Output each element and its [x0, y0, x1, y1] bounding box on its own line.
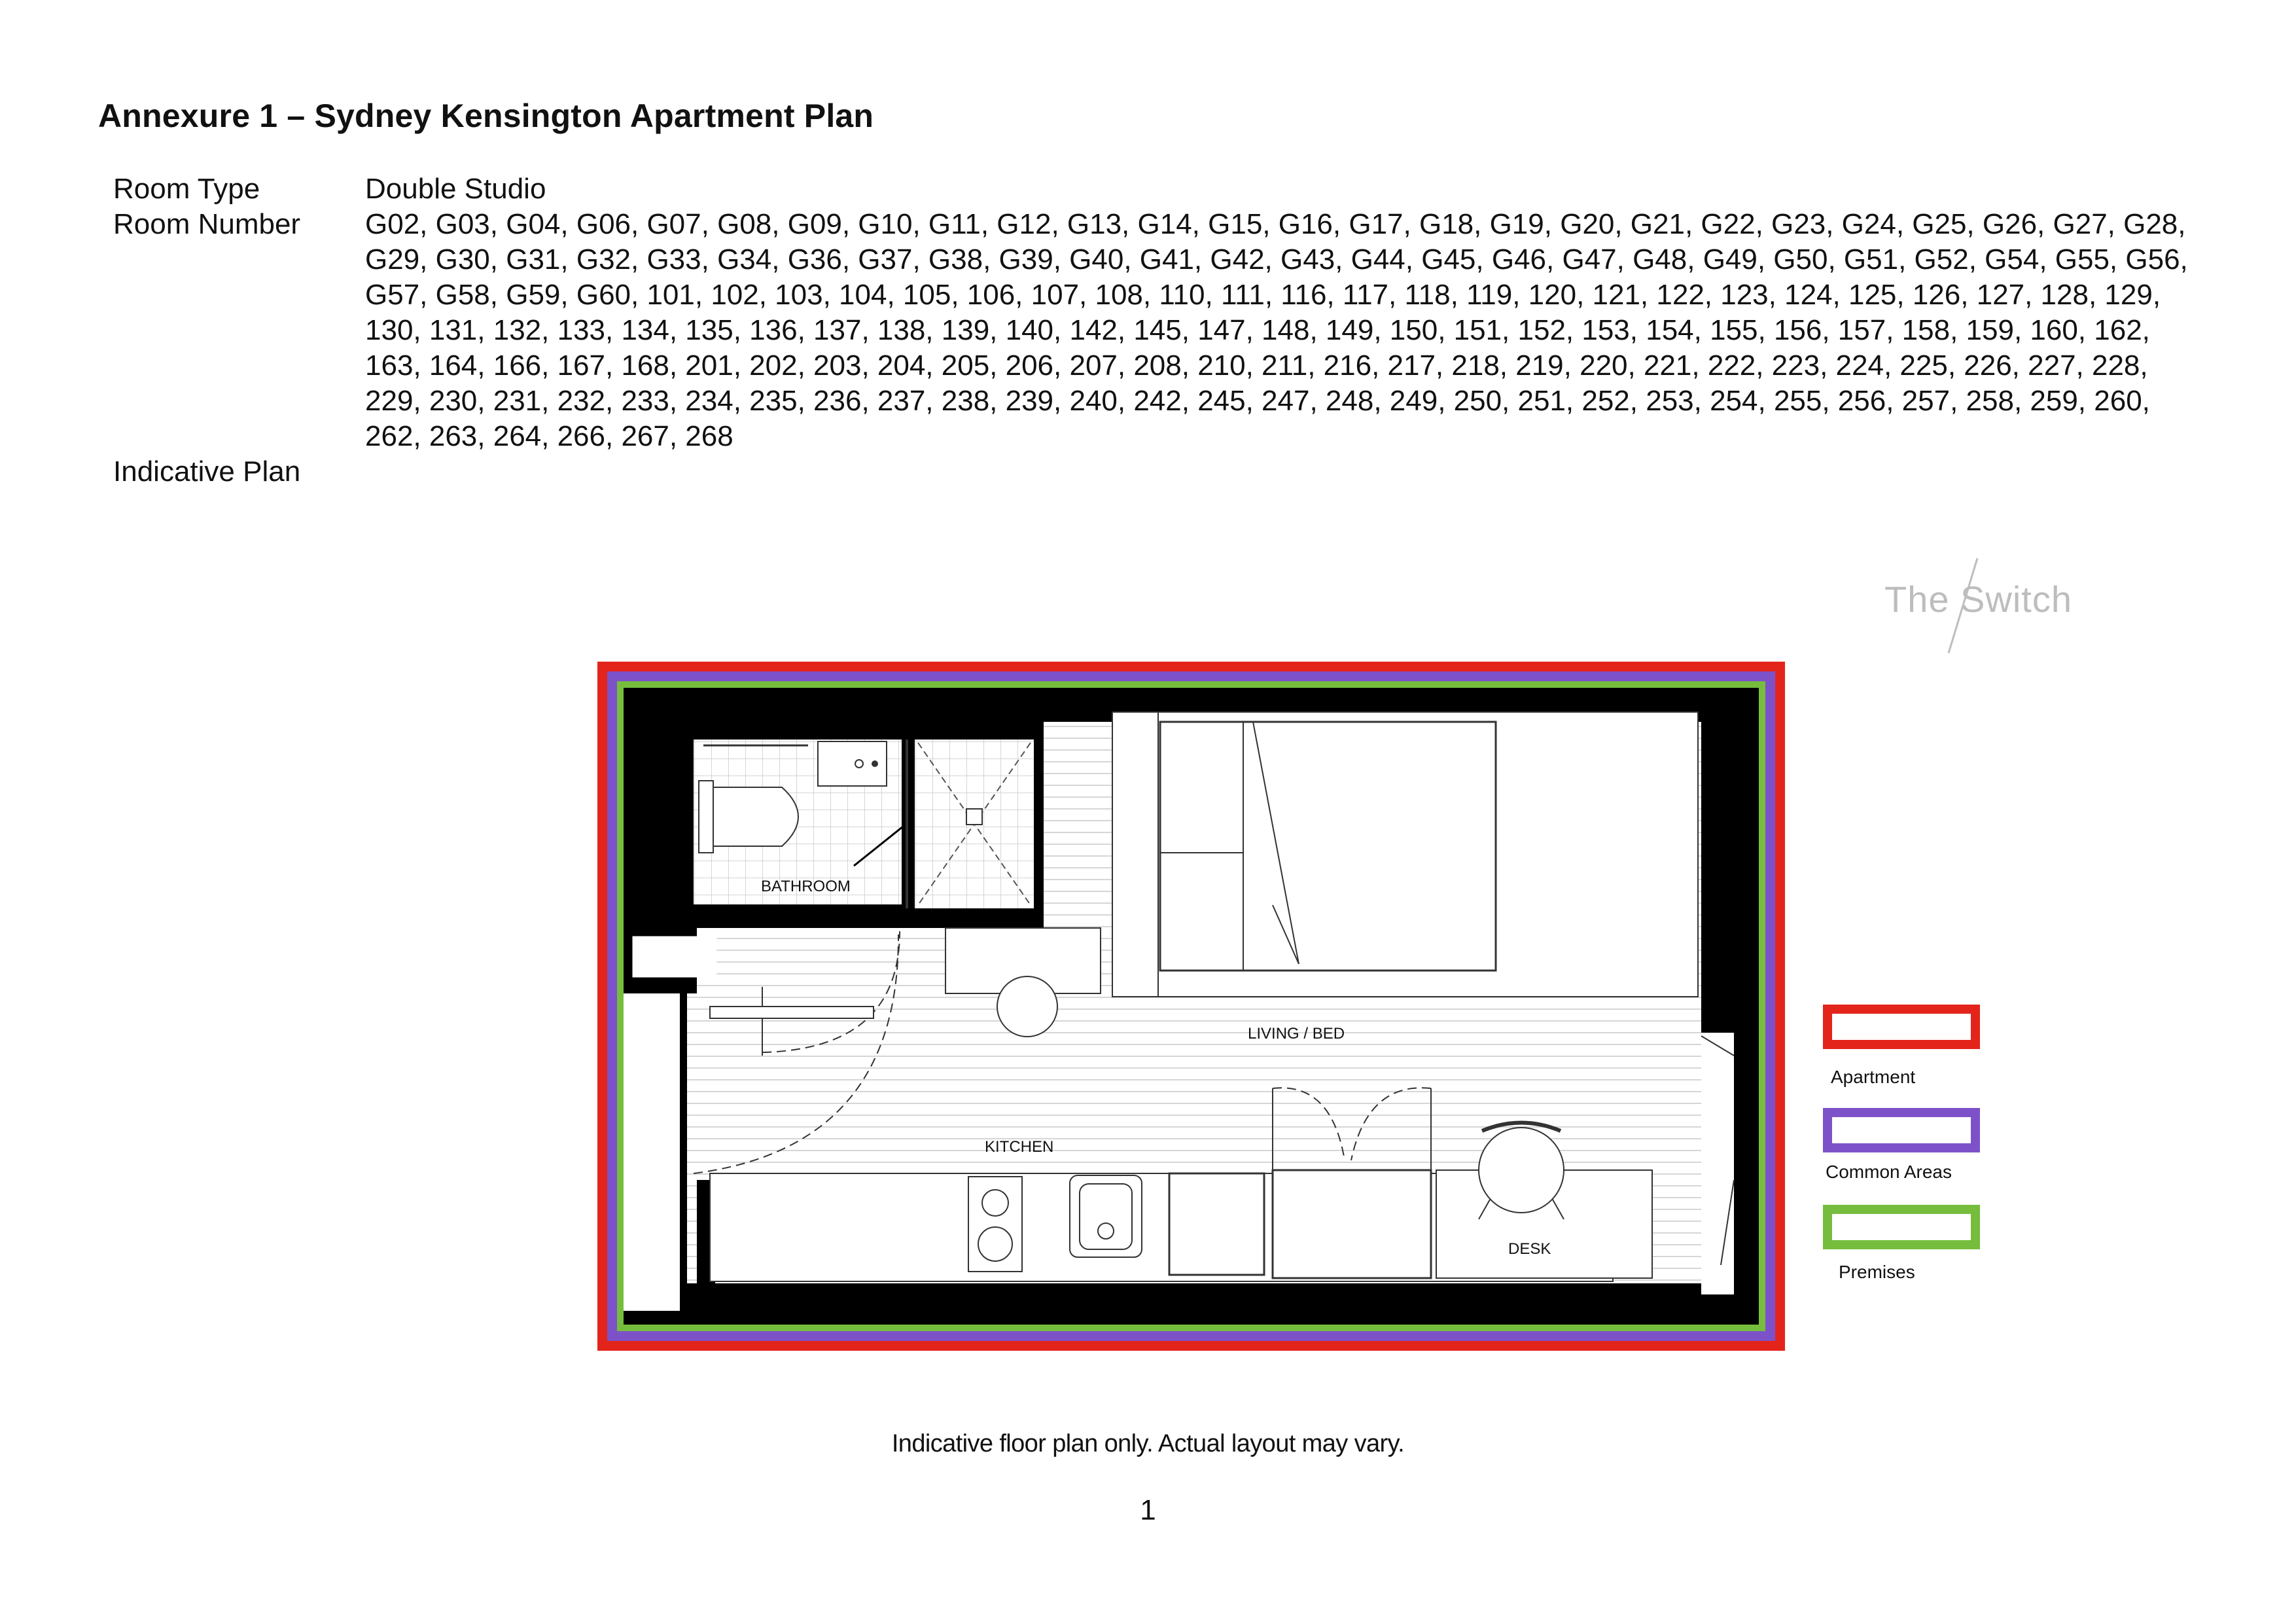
room-label-living-bed: LIVING / BED	[1248, 1025, 1345, 1043]
room-number-value: G02, G03, G04, G06, G07, G08, G09, G10, G11, G12, G13, G14, G15, G16, G17, G18, G19, G20, G21, G22, G23, G24, G25, G26, G27, G28, G29, G30, G31, G32, G33, G34, G36, G37, G38, G39, G40, G41, G42, G43, G44, G45, G46, G47, G48, G49, G50, G51, G52, G54, G55, G56, G57, G58, G59, G60, 101, 102, 103, 104, 105, 106, 107, 108, 110, 111, 116, 117, 118, 119, 120, 121, 122, 123, 124, 125, 126, 127, 128, 129, 130, 131, 132, 133, 134, 135, 136, 137, 138, 139, 140, 142, 145, 147, 148, 149, 150, 151, 152, 153, 154, 155, 156, 157, 158, 159, 160, 162, 163, 164, 166, 167, 168, 201, 202, 203, 204, 205, 206, 207, 208, 210, 211, 216, 217, 218, 219, 220, 221, 222, 223, 224, 225, 226, 227, 228, 229, 230, 231, 232, 233, 234, 235, 236, 237, 238, 239, 240, 242, 245, 247, 248, 249, 250, 251, 252, 253, 254, 255, 256, 257, 258, 259, 260, 262, 263, 264, 266, 267, 268	[365, 208, 2188, 452]
room-label-kitchen: KITCHEN	[985, 1138, 1054, 1156]
indicative-plan-label: Indicative Plan	[113, 455, 301, 488]
room-label-bathroom: BATHROOM	[761, 878, 851, 895]
cooktop	[968, 1177, 1022, 1272]
wardrobe-unit	[1112, 712, 1158, 997]
wardrobe	[633, 936, 716, 977]
page-number: 1	[1140, 1494, 1156, 1526]
bed-frame	[1160, 722, 1496, 971]
plan-legend	[1819, 1005, 2015, 1306]
the-switch-logo	[1884, 548, 2081, 666]
shower-drain	[966, 809, 982, 825]
room-number-label: Room Number	[113, 208, 301, 240]
legend-label-apartment: Apartment	[1831, 1067, 1916, 1087]
toilet-bowl	[713, 787, 798, 846]
corridor	[624, 987, 680, 1311]
toilet-cistern	[699, 781, 713, 853]
logo-wordmark: The Switch	[1884, 579, 2072, 620]
room-number-row	[113, 207, 2194, 454]
robe-cabinet	[1273, 1170, 1431, 1278]
entry-shelf	[710, 1007, 874, 1018]
floor-plan	[592, 656, 1793, 1363]
balcony-door	[1701, 1033, 1734, 1294]
legend-swatch-apartment	[1823, 1005, 1980, 1049]
desk-chair	[1479, 1128, 1564, 1213]
fridge	[1169, 1173, 1264, 1275]
floor-plan-drawing	[592, 656, 1793, 1363]
legend-label-common-areas: Common Areas	[1826, 1162, 1952, 1182]
room-type-row	[113, 171, 2194, 207]
room-type-value: Double Studio	[365, 173, 546, 205]
legend-label-premises: Premises	[1839, 1262, 1915, 1282]
page-title: Annexure 1 – Sydney Kensington Apartment Plan	[98, 98, 874, 134]
indicative-plan-row	[113, 454, 2194, 490]
legend-swatch-premises	[1823, 1205, 1980, 1249]
room-label-desk: DESK	[1508, 1240, 1551, 1258]
legend-swatch-common-areas	[1823, 1108, 1980, 1152]
basin-tap	[872, 760, 878, 767]
plan-caption: Indicative floor plan only. Actual layout may vary.	[891, 1430, 1405, 1457]
indicative-plan-value	[365, 454, 2194, 490]
room-info-table	[113, 171, 2194, 490]
dining-stool	[997, 976, 1057, 1037]
room-type-label: Room Type	[113, 173, 260, 205]
